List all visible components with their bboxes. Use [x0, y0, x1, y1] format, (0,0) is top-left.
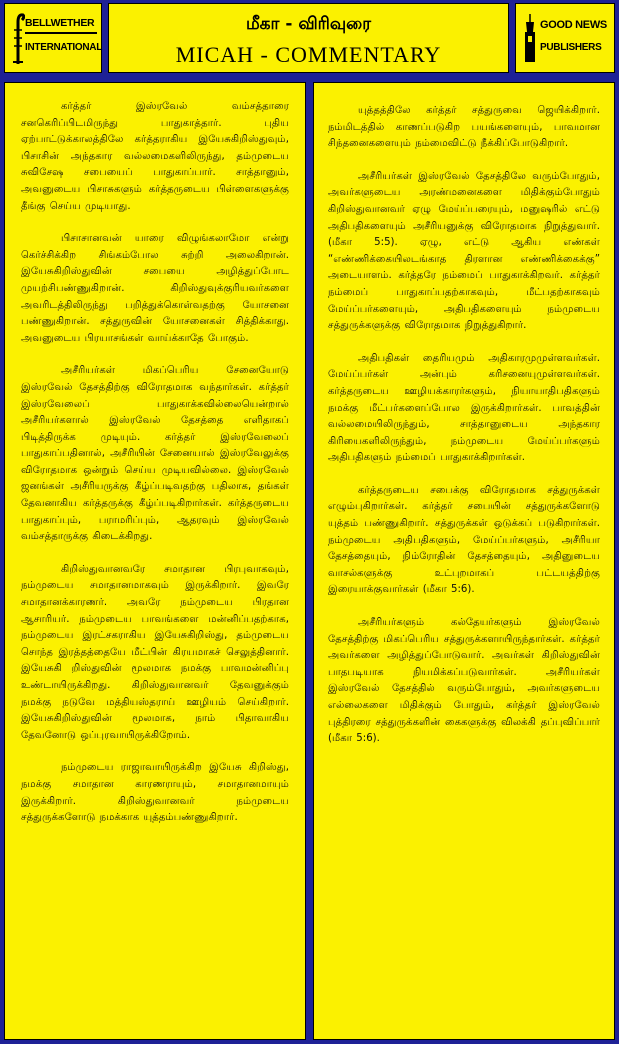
good-news-logo-line1: GOOD NEWS: [540, 19, 607, 31]
page-title-english: MICAH - COMMENTARY: [175, 42, 442, 67]
good-news-logo-box: [515, 3, 615, 73]
shepherd-staff-icon: [11, 12, 25, 64]
page-title-tamil: மீகா - விரிவுரை: [245, 14, 372, 34]
paragraph: அசீரியர்கள் இஸ்ரவேல் தேசத்திலே வரும்போதும், அவர்களுடைய அரண்மனைகளை மிதிக்கும்போதும் கிறிஸ்துவானவர் ஏழு மேய்ப்பரையும், மனுஷரில் எட்டு அதிபதிகளையும் அசீரியனுக்கு விரோதமாக நிறுத்துவார். (மீகா 5:5). ஏழு, எட்டு ஆகிய எண்கள் “எண்ணிக்கையிலடங்காத திரளான எண்ணிக்கைக்கு” அடையாளம். கர்த்தரே நம்மைப் பாதுகாக்கிறவர். கர்த்தர் நம்மைப் பாதுகாப்பதற்காகவும், மீட்பதற்காகவும் மேய்ப்பர்களையும், அதிபதிகளையும் நம்முடைய சத்துருக்களுக்கு விரோதமாக நிறுத்துகிறார்.: [328, 170, 600, 332]
right-column: [313, 82, 615, 1040]
paragraph: நம்முடைய ராஜாவாயிருக்கிற இயேசு கிறிஸ்து, நமக்கு சமாதான காரணராயும், சமாதானமாயும் இருக்கிறார். கிறிஸ்துவானவர் நம்முடைய சத்துருக்களோடு நமக்காக யுத்தம்பண்ணுகிறார்.: [21, 762, 289, 824]
left-column: [4, 82, 306, 1040]
paragraph: அசீரியர்கள் மிகப்பெரிய சேனையோடு இஸ்ரவேல் தேசத்திற்கு விரோதமாக வந்தார்கள். கர்த்தர் இஸ்ரவேலைப் பாதுகாக்கவில்லையென்றால் அசீரியர்களால் இஸ்ரவேல் தேசத்தை எளிதாகப் பிடித்திருக்க முடியும். கர்த்தர் இஸ்ரவேலைப் பாதுகாப்பதினால், அசீரியின் சேனையால் இஸ்ரவேலுக்கு விரோதமாக ஒன்றும் செய்ய முடியவில்லை. இஸ்ரவேல் ஜனங்கள் அசீரியருக்கு கீழ்ப்படிவதற்கு பதிலாக, தங்கள் தேவனாகிய கர்த்தருக்கு கீழ்ப்படிகிறார்கள். கர்த்தருடைய பாதுகாப்பும், பராமரிப்பும், ஆதரவும் இஸ்ரவேல் வம்சத்தாருக்கு கிடைக்கிறது.: [21, 365, 289, 543]
page-header: [4, 3, 615, 79]
bellwether-logo-line2: INTERNATIONAL: [25, 42, 103, 53]
paragraph: பிசாசானவன் யாரை விழுங்கலாமோ என்று கெர்ச்சிக்கிற சிங்கம்போல சுற்றி அலைகிறான். இயேசுகிறிஸ்துவின் சபையை அழித்துப்போட முயற்சிபண்ணுகிறான். கிறிஸ்துவுக்குரியவர்களை அவரிடத்திலிருந்து பறித்துக்கொள்வதற்கு யோசனை பண்ணுகிறான். சத்துருவின் யோசனைகள் சித்திக்காது. அவனுடைய பிரயாசங்கள் வாய்க்காதே போகும்.: [21, 233, 289, 344]
tower-icon: [522, 12, 538, 64]
paragraph: கர்த்தருடைய சபைக்கு விரோதமாக சத்துருக்கள் எழும்புகிறார்கள். கர்த்தர் சபையின் சத்துருக்களோடு யுத்தம் பண்ணுகிறார். சத்துருக்கள் ஒடுக்கப் படுகிறார்கள். நம்முடைய அதிபதிகளும், மேய்ப்பர்களும், அசீரியா தேசத்தையும், நிம்ரோதின் தேசத்தையும், அதினுடைய வாசல்களுக்கு உட்புறமாகப் பட்டயத்திற்கு இரையாக்குவார்கள் (மீகா 5:6).: [328, 484, 600, 596]
bellwether-logo-box: [4, 3, 102, 73]
paragraph: கர்த்தர் இஸ்ரவேல் வம்சத்தாரை சனகெரிப்பிடமிருந்து பாதுகாத்தார். புதிய ஏற்பாட்டுக்காலத்திலே கர்த்தராகிய இயேசுகிறிஸ்துவும், பிசாசின் அந்தகார வல்லமைகளிலிருந்து, தம்முடைய சுவிசேஷ சபையைப் பாதுகாப்பார். சாத்தானும், அவனுடைய பிசாசுகளும் கர்த்தருடைய பிள்ளைகளுக்கு தீங்கு செய்ய முடியாது.: [21, 101, 289, 212]
logo-divider: [25, 32, 97, 34]
paragraph: அதிபதிகள் தைரியமும் அதிகாரமுமுள்ளவர்கள். மேய்ப்பர்கள் அன்பும் கரிசனையுமுள்ளவர்கள். கர்த்தருடைய ஊழியக்காரர்களும், நியாயாதிபதிகளும் நமக்கு மீட்பர்களைப்போல இருக்கிறார்கள். பாவத்தின் வல்லமையிலிருந்தும், சாத்தானுடைய அந்தகார கிரியைகளிலிருந்தும், நம்முடைய மேய்ப்பர்களும் அதிபதிகளும் நம்மைப் பாதுகாக்கிறார்கள்.: [328, 352, 600, 464]
paragraph: கிறிஸ்துவானவரே சமாதான பிரபுவாகவும், நம்முடைய சமாதானமாகவும் இருக்கிறார். இவரே சமாதானக்காரணர். அவரே நம்முடைய பிரதான ஆசாரியர். நம்முடைய பாவங்களை மன்னிப்பதற்காக, நம்முடைய இரட்சகராகிய இயேசுகிறிஸ்து, தம்முடைய சொந்த இரத்தத்தையே மீட்பின் கிரயமாகச் செலுத்தினார். இயேசுகி றிஸ்துவின் மூலமாக நமக்கு பாவமன்னிப்பு உண்டாயிருக்கிறது. கிறிஸ்துவானவர் தேவனுக்கும் நமக்கு நடுவே மத்தியஸ்தராய் ஊழியம் செய்கிறார். இயேசுகிறிஸ்துவின் மூலமாக, நாம் பிதாவாகிய தேவனோடு ஒப்புரவாயிருக்கிறோம்.: [21, 563, 289, 741]
good-news-logo-line2: PUBLISHERS: [540, 42, 602, 53]
title-box: [108, 3, 509, 73]
bellwether-logo-line1: BELLWETHER: [25, 17, 95, 29]
paragraph: யுத்தத்திலே கர்த்தர் சத்துருவை ஜெயிக்கிறார். நம்மிடத்தில் காணப்படுகிற பயங்களையும், பாவமான சிந்தனைகளையும் நம்மைவிட்டு நீக்கிப்போடுகிறார்.: [328, 105, 600, 150]
paragraph: அசீரியர்களும் கல்தேயர்களும் இஸ்ரவேல் தேசத்திற்கு மிகப்பெரிய சத்துருக்களாயிருந்தார்கள். கர்த்தர் அவர்களை அழித்துப்போடுவார். அவர்கள் கிறிஸ்துவின் பாதபடியாக நியமிக்கப்படுவார்கள். அசீரியர்கள் இஸ்ரவேல் தேசத்தில் வரும்போதும், அவர்களுடைய எல்லைகளை மிதிக்கும் போதும், கர்த்தர் இஸ்ரவேல் புத்திரரை சத்துருக்களின் கைகளுக்கு விலக்கி தப்புவிப்பார் (மீகா 5:6).: [328, 617, 600, 745]
